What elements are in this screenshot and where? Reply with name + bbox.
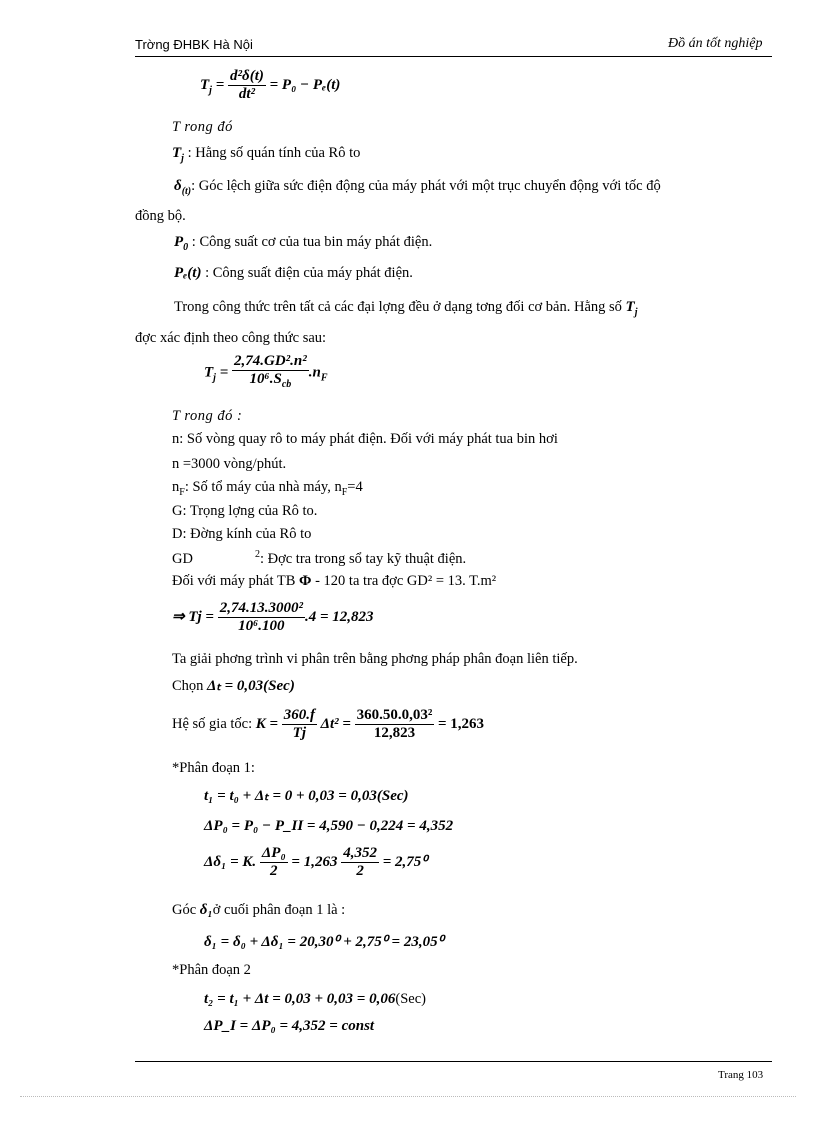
tj-definition: $T_j$ : Hằng số quán tính của Rô to: [172, 145, 361, 164]
eq1-numerator: d²δ(t): [230, 68, 264, 84]
k-denominator-2: 12,823: [373, 725, 416, 741]
g-definition: G: Trọng lợng của Rô to.: [172, 503, 318, 519]
pd1-denominator-2: 2: [356, 863, 364, 879]
gd-definition: GD $^2$: Đợc tra trong sổ tay kỹ thuật điện.: [172, 549, 467, 567]
segment-1-delta: Δδ₁ = K. $\frac{\text{ΔP₀}}{2}$ = 1,263 $\frac{4,352}{2}$ = 2,75⁰: [204, 845, 428, 879]
header-left: Trờng ĐHBK Hà Nội: [135, 37, 253, 52]
header-rule: [135, 56, 772, 57]
k-equation: Hệ số gia tốc: K = $\frac{360.f}{Tj}$ Δt² = $\frac{\text{360.50.0,03²}}{12,823}$ = 1,263: [172, 707, 485, 741]
k-numerator-1: 360.f: [283, 707, 315, 723]
delta-definition-cont: đồng bộ.: [135, 208, 186, 224]
goc-line: Góc δ₁ở cuối phân đoạn 1 là :: [172, 902, 346, 918]
footer-rule: [135, 1061, 772, 1062]
nf-definition: $n_F$: Số tổ máy của nhà máy, $n_F=4$: [172, 479, 363, 498]
header-right: Đồ án tốt nghiệp: [668, 36, 763, 51]
goc-equation: δ₁ = δ₀ + Δδ₁ = 20,30⁰ + 2,75⁰ = 23,05⁰: [204, 934, 444, 950]
pe-definition: Pₑ(t) : Công suất điện của máy phát điện.: [174, 265, 413, 281]
segment-2-power: ΔP_I = ΔP₀ = 4,352 = const: [204, 1018, 375, 1034]
trong-do-heading-1: T rong đó: [172, 119, 233, 135]
n-value: n =3000 vòng/phút.: [172, 456, 287, 472]
eq3-numerator: 2,74.13.3000²: [219, 600, 303, 616]
eq2-numerator: 2,74.GD².n²: [234, 353, 307, 369]
pd1-numerator-2: 4,352: [343, 845, 377, 861]
n-definition: n: Số vòng quay rô to máy phát điện. Đối với máy phát tua bin hơi: [172, 431, 558, 447]
chon-line: Chọn Δₜ = 0,03(Sec): [172, 678, 295, 694]
segment-1-power: ΔP₀ = P₀ − P_II = 4,590 − 0,224 = 4,352: [204, 818, 454, 834]
paragraph-1: Trong công thức trên tất cả các đại lợng đều ở dạng tơng đối cơ bản. Hằng số $T_j$: [174, 299, 638, 318]
eq2-denominator: $10^6.S_{cb}$: [249, 371, 292, 390]
k-denominator-1: Tj: [292, 725, 306, 741]
page-edge-divider: [20, 1096, 796, 1097]
eq1-denominator: dt²: [238, 86, 256, 102]
equation-3: ⇒ Tj = $\frac{\text{2,74.13.3000²}}{\text{10⁶.100}}$ .4 = 12,823: [172, 600, 374, 634]
delta-definition: $\delta_{(t)}$: Góc lệch giữa sức điện động của máy phát với một trục chuyển động với tốc độ: [174, 178, 661, 197]
segment-1-time: t₁ = t₀ + Δₜ = 0 + 0,03 = 0,03(Sec): [204, 788, 409, 804]
tb-line: Đối với máy phát TB Φ - 120 ta tra đợc GD² = 13. T.m²: [172, 573, 497, 589]
segment-1-heading: *Phân đoạn 1:: [172, 760, 255, 776]
paragraph-2: Ta giải phơng trình vi phân trên bằng phơng pháp phân đoạn liên tiếp.: [172, 651, 578, 667]
segment-2-heading: *Phân đoạn 2: [172, 962, 251, 978]
pd1-numerator-1: ΔP₀: [261, 845, 286, 861]
trong-do-heading-2: T rong đó :: [172, 408, 243, 424]
paragraph-1-cont: đợc xác định theo công thức sau:: [135, 330, 327, 346]
eq3-denominator: 10⁶.100: [238, 618, 285, 634]
page-number: Trang 103: [718, 1069, 764, 1081]
pd1-denominator-1: 2: [270, 863, 278, 879]
segment-2-time: t₂ = t₁ + Δt = 0,03 + 0,03 = 0,06(Sec): [204, 991, 426, 1007]
d-definition: D: Đờng kính của Rô to: [172, 526, 312, 542]
p0-definition: $P_0$ : Công suất cơ của tua bin máy phát điện.: [174, 234, 433, 253]
equation-2: $T_j$ = $\frac{\text{2,74.GD².n²}}{10^6.S_{cb}}$ $.n_F$: [204, 353, 328, 393]
equation-1: $T_j$ = $\frac{\text{d²δ(t)}}{\text{dt²}}$ = P₀ − Pₑ(t): [200, 68, 341, 102]
k-numerator-2: 360.50.0,03²: [356, 707, 433, 723]
